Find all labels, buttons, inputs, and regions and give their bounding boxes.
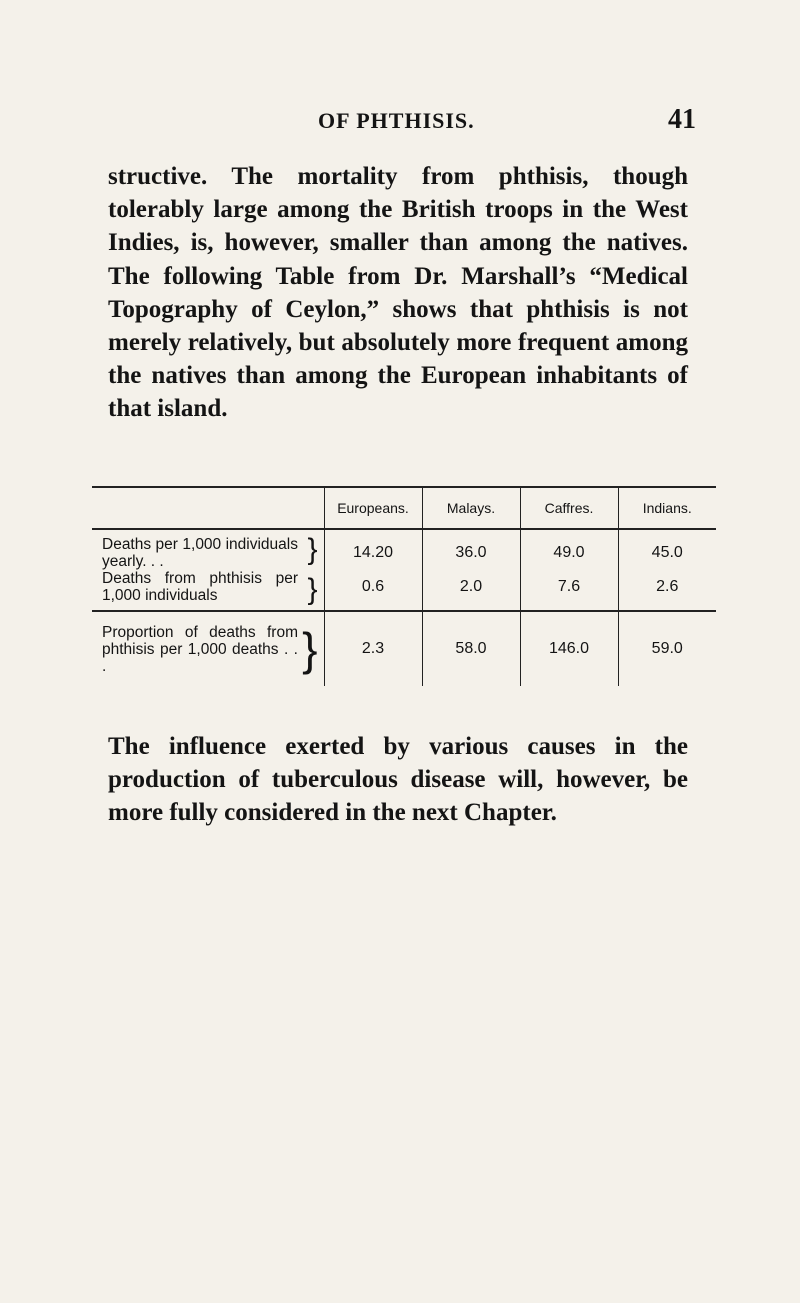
table-row [92, 611, 716, 686]
mortality-table [92, 486, 716, 712]
table-cell: 49.0 [520, 529, 618, 570]
brace-glyph: } [307, 533, 318, 566]
row-label-text: Deaths per 1,000 individuals yearly. . . [102, 536, 298, 570]
table-cell: 146.0 [520, 611, 618, 686]
data-table [92, 486, 716, 686]
table-cell: 7.6 [520, 570, 618, 611]
table-cell: 45.0 [618, 529, 716, 570]
paragraph-closing: The influence exerted by various causes in the production of tuberculous disease will, however, be more fully considered in the next Chapter. [108, 733, 688, 827]
table-cell: 59.0 [618, 611, 716, 686]
page-number: 41 [668, 104, 696, 135]
paragraph-intro: structive. The mortality from phthisis, though tolerably large among the British troops in the West Indies, is, however, smaller than among the natives. The following Table from Dr. Marshall’s “Medical Topography of Ceylon,” shows that phthisis is not merely relatively, but absolutely more frequent among the natives than among the European inhabitants of that island. [108, 163, 688, 423]
column-header-caffres: Caffres. [520, 487, 618, 529]
table-header-blank [92, 487, 324, 529]
table-cell: 0.6 [324, 570, 422, 611]
row-label [92, 570, 324, 611]
table-row [92, 529, 716, 570]
column-header-malays: Malays. [422, 487, 520, 529]
table-cell: 14.20 [324, 529, 422, 570]
running-title: OF PHTHISIS. [318, 108, 475, 133]
table-cell: 2.0 [422, 570, 520, 611]
row-label [92, 529, 324, 570]
running-head [0, 104, 800, 144]
table-row [92, 570, 716, 611]
table-cell: 2.3 [324, 611, 422, 686]
brace-glyph: } [302, 623, 318, 675]
table-cell: 2.6 [618, 570, 716, 611]
table-cell: 36.0 [422, 529, 520, 570]
table-cell: 58.0 [422, 611, 520, 686]
column-header-europeans: Europeans. [324, 487, 422, 529]
brace-glyph: } [307, 573, 318, 606]
row-label-text: Deaths from phthisis per 1,000 individuals [102, 570, 298, 604]
row-label-text: Proportion of deaths from phthisis per 1,000 deaths . . . [102, 623, 298, 675]
table-header-row [92, 487, 716, 529]
column-header-indians: Indians. [618, 487, 716, 529]
row-label [92, 611, 324, 686]
